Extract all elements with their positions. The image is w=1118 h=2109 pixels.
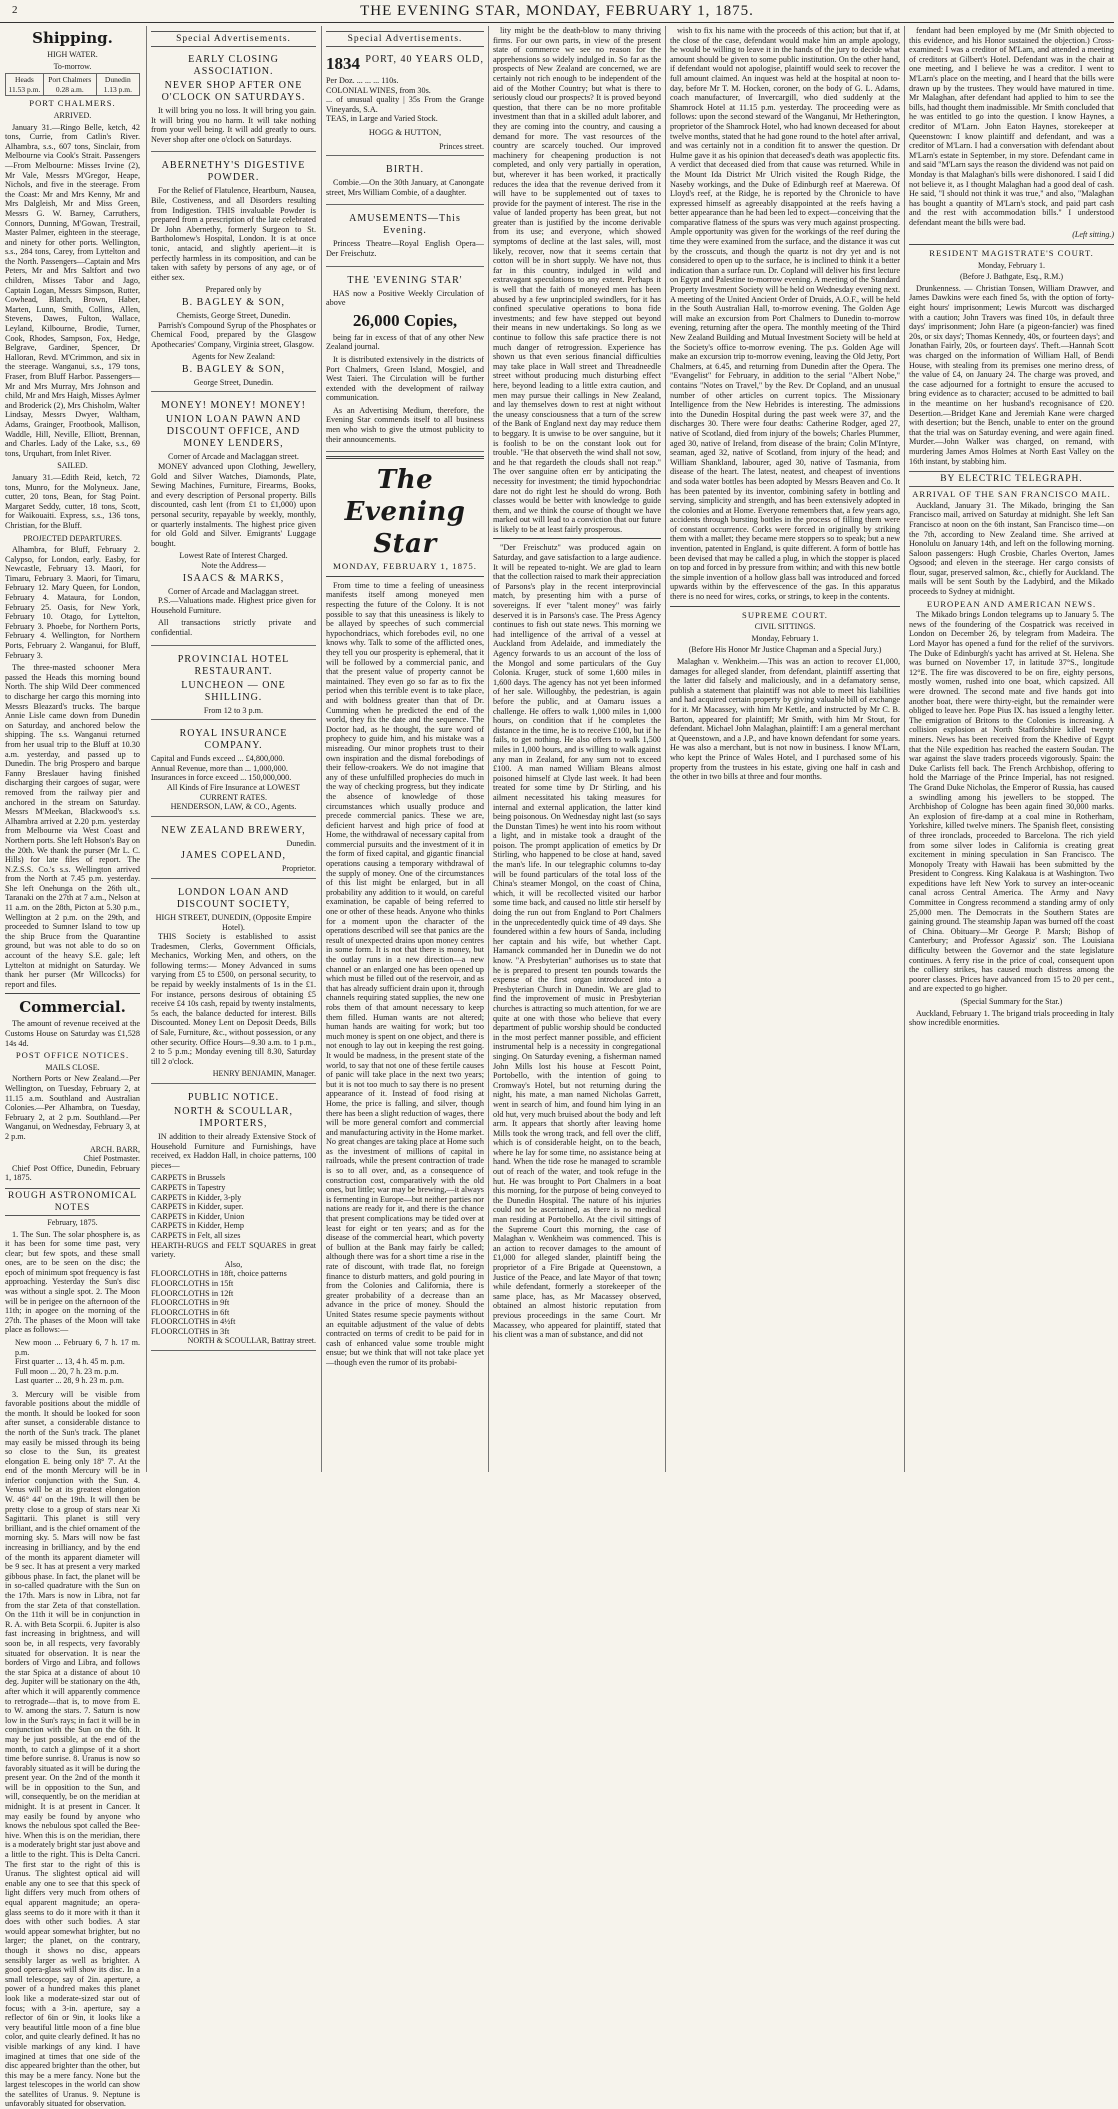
public-notice-text: IN addition to their already Extensive Stock of Household Furniture and Furnishings, have received, ex Haddon Hall, in choice patterns, 100 pieces— [151, 1132, 316, 1170]
agents-sub: George Street, Dunedin. [193, 377, 274, 387]
moon-phase: First quarter ... 13, 4 h. 45 m. p.m. [15, 1357, 125, 1367]
tomorrow-label: To-morrow. [53, 61, 92, 71]
list-item: FLOORCLOTHS in 3ft [151, 1326, 230, 1336]
abernethy-title: ABERNETHY'S DIGESTIVE POWDER. [161, 160, 306, 184]
astro-body: 3. Mercury will be visible from favorable positions about the middle of the month. It should be looked for soon after sunset, a considerable distance to the north of the Sun's track. The planet may easily be missed through its being so close to the Sun, its greatest elongation E. being only 18° 7'. At the end of the month Mercury will be in inferior conjunction with the Sun. 4. Venus will be at its greatest elongation W. 46° 44' on the 19th. It will then be pretty close to a group of stars near Xi Sagittarii. This planet is still very brilliant, and is the chief ornament of the morning sky. 5. Mars will now be fast increasing in brilliancy, and by the end of the month its apparent diameter will be 9 sec. It has at present a very marked gibbous phase. In fact, the planet will be in so-called quadrature with the Sun on the 17th. Mars is now in Libra, not far from the star Zeta of that constellation. On the 11th it will be in conjunction in R. A. with Beta Scorpii. 6. Jupiter is also fast increasing in brightness, and will soon be, in all respects, very favorably situated for observation. It is near the borders of Virgo and Libra, and follows the star Spica at a distance of about 10 deg. Jupiter will be stationary on the 4th, after which it will apparently commence to retrograde—that is, to move from E. to W. among the stars. 7. Saturn is now low in the Sun's rays; in fact it will be in conjunction with the Sun on the 6th. It may be just possible, at the end of the month, to catch a glimpse of it a short time before sunrise. 8. Uranus is now so favorably situated as it will be during the present year. On the 2nd of the month it will be in opposition to the Sun, and will, consequently, be on the meridian at midnight. It is at present in Cancer. It may easily be found by anyone who knows the nebulous spot called the Bee-hive. When this is on the meridian, there is a moderately bright star just above and a little to the right. This is Delta Cancri. The first star to the right of this is Uranus. The slightest optical aid will enable any one to see that this speck of light differs very much from others of equal apparent magnitude; an opera-glass seems to do it more with it than it does with other such bodies. A star would appear somewhat brighter, but no larger; the planet, on the contrary, though it shows no disc, appears sensibly larger as well as brighter. A good opera-glass will show its disc. In a small telescope, say of 2in. aperture, a power of a hundred makes this planet look like a moderate-sized star out of focus; with a 3-in. aperture, say a reflector of 6in or 9in, it looks like a very beautiful little moon of a fine blue color, and quite clearly defined. It has no visible markings of any kind. I have imagined at times that one side of the disc appeared brighter than the other, but this may be a mere fancy. None but the largest telescopes in the world can show the satellites of Uranus. 9. Neptune is unfavorably situated for observation. [5, 1389, 140, 2109]
money-title: MONEY! MONEY! MONEY! [161, 400, 306, 412]
list-item: Also, [224, 1259, 243, 1269]
list-item: CARPETS in Kidder, super. [151, 1202, 244, 1212]
isaacs-address: Corner of Arcade and Maclaggan street. [168, 586, 299, 596]
parrish-text: Parrish's Compound Syrup of the Phosphates or Chemical Food, prepared by the Glasgow Apothecaries' Company, Virginia street, Glasgow. [151, 320, 316, 349]
list-item: FLOORCLOTHS in 12ft [151, 1288, 234, 1298]
valuations-text: P.S.—Valuations made. Highest price given for Household Furniture. [151, 596, 316, 615]
royal-ad [151, 723, 316, 817]
page-number: 2 [12, 4, 18, 16]
divider [493, 538, 661, 539]
post-office-heading: POST OFFICE NOTICES. [15, 1050, 130, 1061]
star-ad-text: HAS now a Positive Weekly Circulation of above [326, 288, 484, 308]
loan-ad [151, 882, 316, 1084]
high-water-label: HIGH WATER. [47, 50, 98, 59]
port-year: 1834 [326, 54, 360, 73]
moon-phases [15, 1338, 140, 1386]
mail-text: Auckland, January 31. The Mikado, bringing the San Francisco mail, arrived on Saturday at midnight. She left San Francisco at noon on the 6th instant, San Francisco time—on the 7th, according to New Zealand time. She arrived at Honolulu on January 14th, and left on the following morning. Saloon passengers: Hugh Crosbie, Charles Overton, James Ogsood; and eleven in the steerage. Her cargo consists of flour, sugar, preserved salmon, &c., chiefly for Auckland. The mails will be sent South by the Ladybird, and the Mikado proceeds to Sydney at midnight. [909, 500, 1114, 597]
star-ad-text3: It is distributed extensively in the districts of Port Chalmers, Green Island, Mosgiel, and West Taieri. The Circulation will be further extended with the development of railway communication. [326, 354, 484, 403]
royal-agents: HENDERSON, LAW, & CO., Agents. [170, 802, 297, 812]
port-price: Per Doz. ... ... ... 110s. [326, 76, 399, 85]
royal-kinds: All Kinds of Fire Insurance at LOWEST CURRENT RATES. [166, 782, 301, 802]
list-item: CARPETS in Kidder, 3-ply [151, 1192, 242, 1202]
list-item: FLOORCLOTHS in 15ft [151, 1278, 234, 1288]
early-closing-ad [151, 49, 316, 152]
commercial-text: The amount of revenue received at the Customs House on Saturday was £1,528 14s 4d. [5, 1019, 140, 1048]
arrived-label: ARRIVED. [53, 110, 92, 120]
brewery-place: Dunedin. [286, 838, 316, 848]
early-closing-lines: It will bring you no loss. It will bring you gain. It will bring you no harm. It will take nothing from your well being. It will add greatly to ours. Never shop after one o'clock on Saturdays. [151, 106, 316, 144]
port-quality: ... of unusual quality | 35s From the Grange Vineyards, S.A. [326, 95, 484, 114]
hogg-street: Princes street. [439, 141, 484, 151]
magistrate-heading: RESIDENT MAGISTRATE'S COURT. [929, 248, 1094, 259]
hogg-hutton: HOGG & HUTTON, [368, 126, 442, 137]
tide-table [5, 73, 140, 96]
list-item: FLOORCLOTHS in 6ft [151, 1307, 230, 1317]
public-notice-title: PUBLIC NOTICE. [187, 1092, 280, 1103]
dateline: MONDAY, FEBRUARY 1, 1875. [333, 561, 477, 572]
projected-label: PROJECTED DEPARTURES. [23, 533, 122, 543]
magistrate-judge: (Before J. Bathgate, Esq., R.M.) [959, 272, 1064, 282]
amusements-text: Princess Theatre—Royal English Opera—Der Freischutz. [326, 239, 484, 258]
divider [670, 606, 900, 607]
list-item: CARPETS in Kidder, Hemp [151, 1221, 244, 1231]
nameplate: The Evening Star [344, 465, 466, 560]
royal-capital: Capital and Funds exceed ... £4,800,000. [151, 754, 285, 764]
carpet-list [151, 1173, 316, 1336]
column-5 [665, 26, 904, 1472]
left-sitting: (Left sitting.) [1072, 230, 1114, 240]
sailed-label: SAILED. [57, 461, 88, 471]
money-note: Note the Address— [201, 561, 266, 570]
bagley-name: B. BAGLEY & SON, [181, 296, 286, 308]
birth-notice [326, 159, 484, 205]
abernethy-ad [151, 155, 316, 392]
divider [5, 993, 140, 994]
sailed-text: January 31.—Edith Reid, ketch, 72 tons, Munro, for the Molyneux. Jane, cutter, 20 tons, Bean, for Stag Point. Margaret Seddy, cutter, 18 tons, Scott, for Waikouaiti. Express, s.s., 136 tons, Christian, for the Bluff. [5, 472, 140, 530]
court-judge: (Before His Honor Mr Justice Chapman and a Special Jury.) [688, 645, 882, 655]
astro-intro: 1. The Sun. The solar phosphere is, as it has been for some time past, very clear; but few spots, and these small ones, are to be seen on the disc; the epoch of minimum spot frequency is fast approaching. Yesterday the Sun's disc was without a single spot. 2. The Moon will be in perigee on the afternoon of the 11th; in apogee on the morning of the 27th. The phases of the Moon will take place as follows:— [5, 1229, 140, 1335]
postmaster-name: ARCH. BARR, [89, 1144, 140, 1154]
loan-text: THIS Society is established to assist Tradesmen, Clerks, Government Officials, Mechanics, Working Men, and others, on the following terms:— Money Advanced in sums varying from £5 to £500, on personal security, to be repaid by weekly instalments of 1s in the £1. For instance, persons desirous of obtaining £5 receive £4 10s cash, repaid by twenty instalments, 5s each, the balance deducted for interest. Bills Discounted. Money Lent on Deposit Deeds, Bills of Sale, Furniture, &c., without possession, or any other security. Office Hours—9.30 a.m. to 1 p.m., 2 to 5 p.m.; Monday evening till 8.30, Saturday till 2 o'clock. [151, 932, 316, 1066]
list-item: CARPETS in Brussels [151, 1173, 226, 1183]
agents-name: B. BAGLEY & SON, [181, 363, 286, 375]
prepared-by: Prepared only by [205, 285, 262, 295]
amusements-title: AMUSEMENTS—This Evening. [349, 213, 461, 237]
colonial-wines: COLONIAL WINES, from 30s. [326, 85, 431, 95]
special-ads-heading-2: Special Advertisements. [326, 31, 484, 47]
editorial-text: From time to time a feeling of uneasiness manifests itself among moneyed men respecting the future of the Colony. It is not possible to say that this uneasiness is likely to be allayed by speeches of such commercial hypochondriacs, which forebodes evil, no one knows why. Talk to some of the afflicted ones, they tell you our prosperity is ephemeral, that it will be followed by a commercial panic, and that the present value of property cannot be maintained. They even go so far as to fix the period when this terrible event is to take place, and with boldness greater than that of Dr. Cumming when he predicted the end of the world, they fix the date and the sequence. The Doctor had, as he thought, the sure word of prophecy to guide him, and his mistake was a misreading. Our minor prophets trust to their own inspiration and the dismal forebodings of their fellow-croakers. We do not imagine that any of these unfulfilled prophecies do much in the way of checking progress, but they indicate the absence of knowledge of those circumstances which usually produce and precede commercial panics. These we are, deficient harvest and high price of food at Home, the withdrawal of necessary capital from commercial pursuits and the investment of it in the form of fixed capital, and gigantic financial operations causing a temporary withdrawal of the supply of money. One of the circumstances of this list might be enlarged, but in all probability any addition to it would, on careful examination, be capable of being referred to one or other of these heads. Anyone who thinks for a moment upon the character of the operations described will see that panics are the result of unexpected drains upon money centres in some form. It is not that there is money, but the outlay runs in a new direction—a new channel or an enlarged one has been opened up which must be filled out of the reservoir, and as that has already sufficient drain upon it, through channels requiring stated supplies, the new one robs them of that amount necessary to keep them filled. Human wants are not altered; human hands are waiting for work; but too much money is spent on one object, and there is not enough to lay out in keeping the rest going. It would be madness, in the present state of the world, to say that not one of these fertile causes of panic will take place in the next two years; but it is not too much to say there is no present appearance of it. Instead of food rising at Home, the price is falling, and silver, though there has been a slight reduction of wages, there will be more general comfort and commercial and manufacturing activity in the Home market. No great changes are taking place at Home such as the investment of millions of capital in railroads, while the present contraction of trade is so to all over, and, as a consequence of construction cost, comparatively with the old ones, but little; war may be brewing,—it always is fermenting in Europe—but neither parties nor nations are ready for it, and there is the chance that present complications may be tided over at least for eight or ten years; and as for the disease of the commercial heart, which poverty of bullion at the Bank may fairly be called; although there was for a short time a rise in the rate of discount, with trade flat, no foreign finance to disturb matters, and gold pouring in from the Colonies and California, there is greater probability of a decrease than an advance in the price of money. Should the United States resume specie payments without an equitable adjustment of the value of debts contracted on terms of credit to be paid for in cash of enhanced value some trouble might ensue; but we think that will not take place yet—though even the rumor of its probabi- [326, 580, 484, 1367]
moon-phase: Last quarter ... 28, 9 h. 23 m. p.m. [15, 1376, 124, 1386]
column-6 [904, 26, 1118, 1472]
shipping-heading: Shipping. [32, 29, 113, 47]
masthead-title: THE EVENING STAR, MONDAY, FEBRUARY 1, 1875. [360, 3, 754, 19]
amusements [326, 208, 484, 266]
civil-sittings: CIVIL SITTINGS. [754, 622, 816, 632]
teas-line: TEAS, in Large and Varied Stock. [326, 114, 438, 124]
list-item: FLOORCLOTHS in 9ft [151, 1298, 230, 1308]
divider [909, 244, 1114, 245]
bagley-sub: Chemists, George Street, Dunedin. [176, 310, 291, 320]
money-ad [151, 395, 316, 645]
euro-heading: EUROPEAN AND AMERICAN NEWS. [926, 598, 1097, 609]
early-closing-title: EARLY CLOSING ASSOCIATION. [188, 54, 279, 77]
star-ad-text4: As an Advertising Medium, therefore, the Evening Star commends itself to all business men who wish to give the utmost publicity to their announcements. [326, 405, 484, 444]
port-chalmers-heading: PORT CHALMERS. [29, 98, 116, 109]
star-ad-text2: being far in excess of that of any other New Zealand journal. [326, 332, 484, 352]
moon-phase: New moon ... February 6, 7 h. 17 m. p.m. [15, 1338, 140, 1357]
star-ad-title: THE 'EVENING STAR' [347, 274, 463, 286]
court-continued: fendant had been employed by me (Mr Smith objected to this evidence, and his Honor sustained the objection.) Cross-examined: I was a creditor of M'Larn, and attended a meeting of creditors at Gilbert's Hotel. Defendant was in the chair at one meeting, and I believe he was a creditor. I went to M'Larn's place on the meeting, and I heard that the bills were drawn up by the trustees. They would have matured in time. Mr Malaghan, after defendant had applied to him to see the bills, had thought them inadmissible. Mr Smith concluded that he was entitled to go into the question. I know Haynes, a creditor of M'Larn. John Eaton Haynes, storekeeper at Queenstown: I know plaintiff and defendant, and was a creditor of M'Larn. I had a conversation with defendant about M'Larn's estate in September, in my store. Defendant came in and said "M'Larn says the reason the dividend was not paid on Monday is that Malaghan's bills were dishonored. I said I did not believe it, as I thought Malaghan had a good deal of cash. He said, "I should not think it was true," and also, "Malaghan has bought a quantity of M'Larn's stock, and paid part cash and the rest with accommodation bills." I understood defendant meant the bills were bad. [909, 26, 1114, 227]
court-date: Monday, February 1. [751, 633, 819, 643]
money-office: UNION LOAN PAWN AND DISCOUNT OFFICE, AND MONEY LENDERS, [165, 414, 302, 450]
list-item: CARPETS in Tapestry [151, 1182, 226, 1192]
birth-text: Combie.—On the 30th January, at Canongate street, Mrs William Combie, of a daughter. [326, 178, 484, 197]
local-news-continued: wish to fix his name with the proceeds of this action; but that if, at the close of the case, defendant would make him an ample apology, he would be willing to leave it in the hands of the jury to decide what amount should be given to some public institution. On the other hand, if defendant would not apologise, plaintiff would seek to recover the full amount claimed. An inquest was held at the hospital at noon to-day, before Mr T. M. Hocken, coroner, on the body of G. L. Adams, coach manufacturer, of Invercargill, who died suddenly at the Shamrock Hotel at 11.15 p.m. yesterday. The proceeding were as follows: upon the second steward of the Wanganui, Mr Hetherington, proprietor of the Shamrock Hotel, who had known deceased for about twelve months, stated that he had gone round to the hotel after arrival, and was certainly not in a condition fit to answer the question. Dr Hulme gave it as his opinion that deceased's death was apoplectic fits. A verdict that deceased died from that cause was returned. While in the Mount Ida District Mr Ulrich visited the Rough Ridge, the Naseby workings, and the Duke of Edinburgh reef at Maerewa. Of Lloyd's reef, at the Ridge, he is reported by the Chronicle to have expressed himself as agreeably disappointed at the reefs having a better appearance than he had been led to expect—conceiving that the comparative flatness of the spurs was very much against prospecting. Ample opportunity was given for the workings of the reef during the time they were examined from the surface, and the distance it was cut by the crosscuts, and though the quartz is not dry yet and is not considered to open up to the surface, he is inclined to think it a better indication than a surface run. Dr. Copland will deliver his first lecture on Egypt and Palestine to-morrow evening. A meeting of the Standard Property Investment Society will be held on Wednesday evening next. A meeting of the United Ancient Order of Druids, A.O.F., will be held in the South Australian Hall, to-morrow evening. The Golden Age will make an excursion from Port Chalmers to Dunedin to-morrow evening, returning after the opera. The monthly meeting of the Third New Zealand Building and Mutual Investment Society will be held at the Society's office to-morrow evening. The p.s. Golden Age will make an excursion trip to-morrow evening, leaving the Old Jetty, Port Chalmers, at 6.45, and returning from Dunedin after the Opera. The "Evangelist" for February, in addition to the serial "Albert Nobe," contains "Notes on Travel," by the Rev. Dr Copland, and an unusual number of other articles on current topics. The Missionary Intelligence from the New Hebrides is interesting. The admissions into the Dunedin Hospital during the past week were 37, and the discharges 30. There were four deaths: Catherine Rodger, aged 27, native of Scotland, died from injury of the bowels; Charles Plummer, aged 30, native of Ireland, from disease of the brain; Colin M'Intyre, seaman, aged 32, native of Scotland, from injury of the head; and William Shankland, labourer, aged 30, native of Tasmania, from disease of the heart. The latest, neatest, and cheapest of inventions and soda water bottles has been adopted by Messrs Beaven and Co. It has been patented by its inventor, combining safety in bottling and serving, simplicity and strength, and has been extensively adopted in the colonies and at Home. Everyone remembers that, a few years ago, accidents through bursting bottles in the process of filling them were of constant occurrence. Corks were forced in originally by striking them with a mallet; they became mere stoppers so to speak; but a new invention, patented in England, is quite different. A form of bottle has been devised that may be called a plug, in which the stopper is placed on top and forced in by pressure from within; and with this new bottle the simple invention of a hollow glass ball was introduced and forced upwards within by the effervescence of the gas. In this apparatus there is no need for wires, corks, or strings, to keep in the contents. [670, 26, 900, 602]
astro-heading: ROUGH ASTRONOMICAL NOTES [5, 1188, 140, 1216]
tide-dunedin: Dunedin 1.13 p.m. [96, 74, 139, 96]
royal-income: Annual Revenue, more than ... 1,000,000. [151, 763, 288, 773]
court-text: Malaghan v. Wenkheim.—This was an action to recover £1,000, damages for alleged slander, from defendant, plaintiff asserting that the latter did falsely and maliciously, and in a defamatory sense, publish a statement that plaintiff was not able to meet his liabilities and had acquired certain property by giving valuable bill of exchange for it. Mr Macassey, with him Mr Kettle, and instructed by Mr C. B. Barton, appeared for plaintiff; Mr Smith, with him Mr Stout, for defendant. Michael John Malaghan, plaintiff: I am a general merchant at Queenstown, and a J.P., and have known defendant for some years. He was also a merchant, but is not now in business. I know M'Larn, who kept the Prince of Wales Hotel, and I purchased some of his property from the trustees in his estate, giving one half in cash and the other in two bills at three and four months. [670, 657, 900, 782]
column-3 [321, 26, 488, 1472]
port-title: PORT, 40 YEARS OLD, [365, 54, 484, 65]
list-item: FLOORCLOTHS in 4½ft [151, 1317, 236, 1327]
masthead [0, 0, 1114, 23]
projected-text: Alhambra, for Bluff, February 2. Calypso, for London, early. Easby, for Newcastle, February 13. Maori, for Timaru, February 3. Maori, for Timaru, February 12. Mary Queen, for London, February 4. Mataura, for London, February 25. Oasis, for New York, February 10. Otago, for Lyttelton, February 3. Phoebe, for Northern Ports, February 4. Wellington, for Northern Ports, February 2. Wanganui, for Bluff, February 3. [5, 545, 140, 660]
money-interest: Lowest Rate of Interest Charged. [179, 551, 288, 561]
abernethy-text: For the Relief of Flatulence, Heartburn, Nausea, Bile, Costiveness, and all Disorders resulting from Indigestion. THIS invaluable Powder is prepared from a prescription of the late celebrated Dr John Abernethy, formerly Surgeon to St. Bartholomew's Hospital, London. It is at once tonic, antacid, and slightly aperient—it is perfectly harmless in its composition, and can be taken with safety by persons of any age, or of either sex. [151, 186, 317, 282]
confidential-text: All transactions strictly private and confidential. [151, 618, 316, 637]
column-2 [146, 26, 320, 1472]
postmaster-title: Chief Postmaster. [83, 1154, 140, 1164]
special-ads-heading: Special Advertisements. [151, 31, 316, 47]
list-item: CARPETS in Felt, all sizes [151, 1230, 241, 1240]
north-scoullar: NORTH & SCOULLAR, IMPORTERS, [174, 1106, 293, 1129]
arrived-text: January 31.—Ringo Belle, ketch, 42 tons, Currie, from Catlin's River. Alhambra, s.s., 607 tons, Sinclair, from Melbourne via Cook's Strait. Passengers—From Melbourne: Misses Irvine (2), Mr Vale, Messrs M'Gregor, Heape, Nichols, and five in the steerage. From the Coast: Mr and Mrs Kenny, Mr and Mrs Dalgleish, Mr and Miss Green, Messrs G. W. Barney, Carruthers, Connors, Dunning, M'Gowan, Trestrail, Master Palmer, eighteen in the steerage, and ninety for other ports. Wellington, s.s., 284 tons, Carey, from Lyttelton and the North. Passengers—Captain and Mrs Peters, Mr and Mrs Saltfort and two children, Misses Tabor and Jago, Captain Logan, Messrs Simpson, Rutter, Cowhead, Blatch, Brown, Haber, Marten, Lunn, Smith, Collins, Allen, Stevens, Dawes, Fulton, Wallace, Leyland, Kilbourne, Brodie, Turner, Cook, Rhodes, Sampson, Fox, Hedge, Belgrave, Gardiner, Spencer, Dr Halloran, Revd. M'Crimmon, and six in the steerage. Wanganui, s.s., 179 tons, Fraser, from Bluff Harbor. Passengers—Mr and Mrs Murray, Mrs Johnson and child, Mr and Mrs Haigh, Misses Aylmer and Broderick (2), Mrs Chisholm, Walter Lindsay, Messrs Dwyer, Waltham, Adams, Grainger, Frootbook, Mallison, Waddle, Hill, Neville, Elliott, Brennan, and Charles. Lady of the Lake, s.s., 69 tons, Urquhart, from Inlet River. [5, 122, 140, 458]
tide-heads: Heads 11.53 p.m. [6, 74, 44, 96]
early-closing-sub: NEVER SHOP AFTER ONE O'CLOCK ON SATURDAYS. [161, 80, 306, 103]
mail-heading: ARRIVAL OF THE SAN FRANCISCO MAIL. [912, 489, 1111, 500]
moon-phase: Full moon ... 20, 7 h. 23 m. p.m. [15, 1366, 119, 1376]
special-text: Auckland, February 1. The brigand trials proceeding in Italy show incredible enormities. [909, 1008, 1114, 1028]
provincial-title: PROVINCIAL HOTEL RESTAURANT. [177, 653, 290, 677]
list-item: CARPETS in Kidder, Union [151, 1211, 245, 1221]
loan-address: HIGH STREET, DUNEDIN, (Opposite Empire Hotel). [155, 912, 312, 932]
magistrate-text: Drunkenness. — Christian Tonsen, William Drawver, and James Dawkins were each fined 5s, with the option of forty-eight hours' imprisonment; Lewis Murcott was discharged with a caution; John Travers was fined 10s, in default three days' imprisonment; John Hare (a pigeon-fancier) was fined 20s, or six days'; Thomas Kennedy, 40s, or fourteen days'; and Jonathan Fairly, 20s, or fourteen days'. Theft.—Hannah Scott was charged on the information of William Hall, of Bendi House, with stealing from its premises one merino dress, of the value of £4, on January 24. The charge was proved, and the case adjourned for a fortnight to ensure the accused to bring evidence as to character; accused to be admitted to bail in the meantime on her husband's recognisance of £20. Desertion.—Bridget Kane and Jeremiah Kane were charged with desertion; but the Bench, unable to enter on the ground that the trial was on Saturday evening, and were again fined. Murder.—John Walker was charged, on remand, with murdering James Amos Holmes at North East Valley on the 16th instant, by stabbing him. [909, 283, 1114, 466]
column-1 [5, 26, 144, 2109]
provincial-ad [151, 649, 316, 721]
shipping-news: The three-masted schooner Mera passed the Heads this morning bound North. The ship Wild Deer commenced to discharge her cargo this morning into Messrs Bleazard's trucks. The barque Annie Lisle came down from Dunedin on Saturday, and anchored below the shipping. The s.s. Wanganui returned from her usual trip to the Bluff at 10.30 a.m. yesterday, and passed up to Dunedin. The brig Prospero and barque Fanny Breslauer having finished discharging their cargoes of sugar, were removed from the railway pier and anchored in the stream on Saturday. Messrs M'Meekan, Blackwood's s.s. Alhambra arrived at 2.20 p.m. yesterday from Melbourne via West Coast and Northern ports. She left Hobson's Bay on the 20th. We thank the purser (Mr L. C. Hills) for late files of report. The N.Z.S.S. Co.'s s.s. Wellington arrived from the North at 7.45 p.m. yesterday. She left Onehunga on the 26th ult., Taranaki on the 27th at 7 a.m., Nelson at 11 a.m. on the 28th, Picton at 5.30 p.m., Wellington at 2 p.m. on the 29th, and proceeded to Sumner Island to tow up the ship Bruce from the Quarantine ground, but was not able to do so on account of the heavy S.E. gale; left Lyttelton at midnight on Saturday. We thank her purser (Mr Willcocks) for report and files. [5, 663, 140, 989]
brewery-proprietor: JAMES COPELAND, [180, 850, 286, 862]
divider [326, 576, 484, 577]
mails-text: Northern Ports or New Zealand.—Per Wellington, on Tuesday, February 2, at 11.15 a.m. Southland and Australian Colonies.—Per Alhambra, on Tuesday, February 2, at 2 p.m. Southland.—Per Wanganui, on Wednesday, February 3, at 2 p.m. [5, 1074, 140, 1141]
local-news: "Der Freischutz" was produced again on Saturday, and gave satisfaction to a large audience. It will be repeated to-night. We are glad to learn that the collection raised to mark their appreciation of Parsons's play in the recent interprovincial match, by presenting him with a purse of sovereigns. If ever "talent money" was fairly deserved it is in Parsons's case. The Press Agency continues to fish out state news. This morning we had intelligence of the arrival of a vessel at Auckland from Adelaide, and immediately the Agency forwards to us an account of the loss of the Mongol and some particulars of the Guy Colonia. Kruger, stuck of some 1,600 miles in 1,600 days. The agency has not yet been informed of her sale. Willoughby, the pedestrian, is again before the public, and at Oamaru issues a challenge. He offers to walk 1,000 miles in 1,000 hours, on condition that if he completes the distance in the time, he is to receive £100, but if he fails, to get nothing. He also offers to walk 1,500 miles in 1,000 hours, and is willing to walk against any man in Zealand, for any sum not to exceed £100. A man named William Bleans almost poisoned himself at Clyde last week. It had been treated for some time by Dr Stirling, and his ailment necessitated his taking measures for internal and external application, the latter kind being poisonous. On Wednesday night last (so says the Dunstan Times) he went into his room without a light, and in mistake took a draught of the poison. The prompt application of emetics by Dr Stirling, who happened to be close at hand, saved the man's life. In our telegraphic columns to-day will be found particulars of the total loss of the China's steamer Mongol, on the coast of China, which, it will be recollected visited our harbor some time back, and caused no little stir herself by doing the run out from England to Port Chalmers in the unprecedentedly quick time of 49 days. She foundered within a few hours of Sanda, including her captain and his wife, but whether Capt. Hamanck commanded her in Dunedin we do not know. "A Presbyterian" authorises us to state that he is prepared to present ten pounds towards the expense of the first organ introduced into a Presbyterian Church in Dunedin. We are glad to find the improvement of music in Presbyterian churches is attracting so much attention, for we are quite at one with those who believe that every department of public worship should be conducted in the most perfect manner possible, and efficient instrumental help is a necessity in congregational singing. On Saturday evening, a fisherman named John Mills lost his house at Fescott Point, Portobello, with the intention of going to Cromway's Hotel, but not returning during the night, his mate, a man named Nicholas Garrett, went in search of him, and found him lying in an old hut, very much bruised about the body and left arm. It appears that shortly after leaving home Mills took the wrong track, and fell over the cliff, which is of considerable height, on to the beach, where he lay for some time, no assistance being at hand. When the tide rose he managed to scramble out of reach of the water, and took refuge in the hut. He was brought to Port Chalmers in a boat this morning, for the purpose of being conveyed to the Dunedin Hospital. The nature of his injuries could not be ascertained, as there is no medical man residing at Portobello. At the civil sittings of the Supreme Court this morning, the case of Malaghan v. Wenkheim was commenced. This is an action to recover damages to the amount of £1,000 for alleged slander, plaintiff being the proprietor of a Fire Brigade at Queenstown, a Justice of the Peace, and late Mayor of that town; while defendant, formerly a storekeeper of the same place, has, as Mr Macassey observed, obtained an almost historic reputation from previous proceedings in the same Court. Mr Macassey, who appeared for plaintiff, stated that his client was a man of substance, and did not [493, 543, 661, 1340]
divider [326, 456, 484, 459]
star-circulation-ad [326, 270, 484, 453]
luncheon-hours: From 12 to 3 p.m. [203, 705, 264, 715]
loan-manager: HENRY BENJAMIN, Manager. [212, 1069, 316, 1079]
luncheon: LUNCHEON — ONE SHILLING. [181, 679, 286, 703]
list-item: FLOORCLOTHS in 18ft, choice patterns [151, 1269, 287, 1279]
money-text: MONEY advanced upon Clothing, Jewellery, Gold and Silver Watches, Diamonds, Plate, Sewing Machines, Furniture, Firearms, Books, and every description of Personal property. Bills discounted, cash lent (from £1 to £1,000) upon personal security, repayable by weekly, monthly, or quarterly instalments. The highest price given for old Gold and Silver. Emigrants' Luggage bought. [151, 462, 316, 548]
brewery-role: Proprietor. [282, 864, 316, 874]
brewery-ad [151, 820, 316, 879]
tide-port-chalmers: Port Chalmers 0.28 a.m. [43, 74, 96, 96]
editorial-continued: lity might be the death-blow to many thriving firms. For our own parts, in view of the present state of commerce we see no reason for the apprehensions so widely indulged in. So far as the prospects of New Zealand are concerned, we are certainly not rich enough to be independent of the aid of the Mother Country; but what is there to seriously cloud our prospects? It is proved beyond question, that there can be no more profitable investment than that in a skilled adult laborer, and they are coming into the country, and causing a demand for more. The vast resources of the country are scarcely touched. Our improved machinery for cheapening production is not completed, and only very partially in operation, but, wherever it has been worked, it practically reduces the idea that the revenue derived from it will have to be supplemented out of taxes to provide for the payment of interest. The rise in the value of landed property has been great, but not greater than is justified by the income derivable from its use; and everyone, which showed symptoms of decline at the last sales, will, most likely, recover, now that it seems certain that cotton will be in short supply. We have not, thus far in this country, indulged in wild and extravagant speculations to any extent. Perhaps it is well that the faith of moneyed men has been abused by a few unprincipled swindlers, for it has confined speculative operations to bona fide investments; and few have stepped out beyond their means in new undertakings. So long as we continue to follow this safe practice there is not much danger of retrogression. Experience has shown us that even serious financial difficulties may take place in Wall street and Threadneedle street without producing much disturbing effect here, beyond leading to a little extra caution, and men may pursue their callings in New Zealand, and lay themselves down to rest at night without the uneasy consciousness that a turn of the screw of the Bank of England next day may reduce them to beggary. It is unwise to be over sanguine, but it is foolish to be on the constant look out for trouble. "He that observeth the wind shall not sow, and he that regardeth the clouds shall not reap." The over sanguine often err by anticipating the necessity for investment; the timid hypochondriac dare not do right lest he should do wrong. Both classes would be better with knowledge to guide them, and we think the course of thought we have marked out will lead to a conviction that our future is likely to be at least fairly prosperous. [493, 26, 661, 534]
royal-title: ROYAL INSURANCE COMPANY. [179, 728, 288, 752]
magistrate-date: Monday, February 1. [977, 260, 1046, 270]
brewery-title: NEW ZEALAND BREWERY, [161, 824, 306, 836]
star-copies: 26,000 Copies, [352, 310, 458, 330]
astro-date: February, 1875. [47, 1217, 98, 1227]
port-wine-ad [326, 49, 484, 156]
telegraph-heading: BY ELECTRIC TELEGRAPH. [909, 471, 1114, 487]
column-4 [488, 26, 665, 1472]
birth-title: BIRTH. [386, 164, 424, 176]
royal-assurance: Insurances in force exceed ... 150,000,000. [151, 773, 292, 783]
public-notice-ad [151, 1087, 316, 1351]
isaacs-marks: ISAACS & MARKS, [182, 572, 285, 584]
euro-text: The Mikado brings London telegrams up to January 5. The news of the foundering of the Cospatrick was received in London on December 26, by telegram from Madeira. The Lord Mayor has opened a fund for the relief of the survivors. The Duke of Edinburgh's yacht has arrived at St. Helena. She was burned on November 17, in latitude 37°S., longitude 12°E. The fire was discovered to be on fire, eighty persons, mostly women, rushed into one boat, which capsized. All were drowned. The second mate and five hands got into another boat, there were thirty-eight, but the remainder were obliged to leave her. Pope Pius IX. has issued a lengthy letter. The emigration of Britons to the Colonies is increasing. A collision explosion at North Staffordshire killed twenty miners. News has been received from the Khedive of Egypt that the Nile expedition has reached the eastern Soudan. The war against the slave traders proceeds vigorously. Spain: the Duke Carlists fell back. The French Archbishop, offering to hold the Marriage of the Prince Imperial, has not resigned. The Grand Duke Nicholas, the Emperor of Russia, has caused a swindling among his jewellers to be stopped. The Archbishop of Cologne has been again fined 30,000 marks. An explosion of fire-damp at a coal mine in Rotherham, Yorkshire, killed twelve miners. The Spanish fleet, consisting of three ironclads, proceeded to Barcelona. The rich yield from some silver lodes in California is creating great excitement in mining speculation in San Francisco. The Monopoly Treaty with Hawaii has been submitted by the President to Congress. King Kalakaua is at Washington. Two expeditions have left New York to survey an inter-oceanic canal across Central America. The Army and Navy Committee in Congress recommend a standing army of only 25,000 men. The Democrats in the Southern States are gaining ground. The steamship Japan was burned off the coast of China. Obituary—Mr George P. Marsh; Bishop of Canterbury; and Professor Agassiz' son. The Louisiana difficulty between the Governor and the state legislature continues. A ferry rise in the price of coal, consequent upon the colliery strikes, has caused much distress among the poorer classes. Prices have advanced from 15 to 20 per cent., and are expected to go higher. [909, 610, 1114, 994]
money-address: Corner of Arcade and Maclaggan street. [168, 452, 299, 462]
loan-title: LONDON LOAN AND DISCOUNT SOCIETY, [176, 886, 291, 910]
special-summary: (Special Summary for the Star.) [960, 997, 1063, 1006]
mails-label: MAILS CLOSE. [45, 1062, 100, 1072]
commercial-heading: Commercial. [19, 998, 126, 1017]
post-office-line: Chief Post Office, Dunedin, February 1, 1875. [5, 1163, 140, 1183]
port-row [326, 52, 484, 76]
north-scoullar-sig: NORTH & SCOULLAR, Battray street. [187, 1336, 316, 1346]
agents-label: Agents for New Zealand: [192, 352, 275, 362]
supreme-court-heading: SUPREME COURT. [742, 609, 828, 620]
list-item: HEARTH-RUGS and FELT SQUARES in great variety. [151, 1240, 316, 1260]
